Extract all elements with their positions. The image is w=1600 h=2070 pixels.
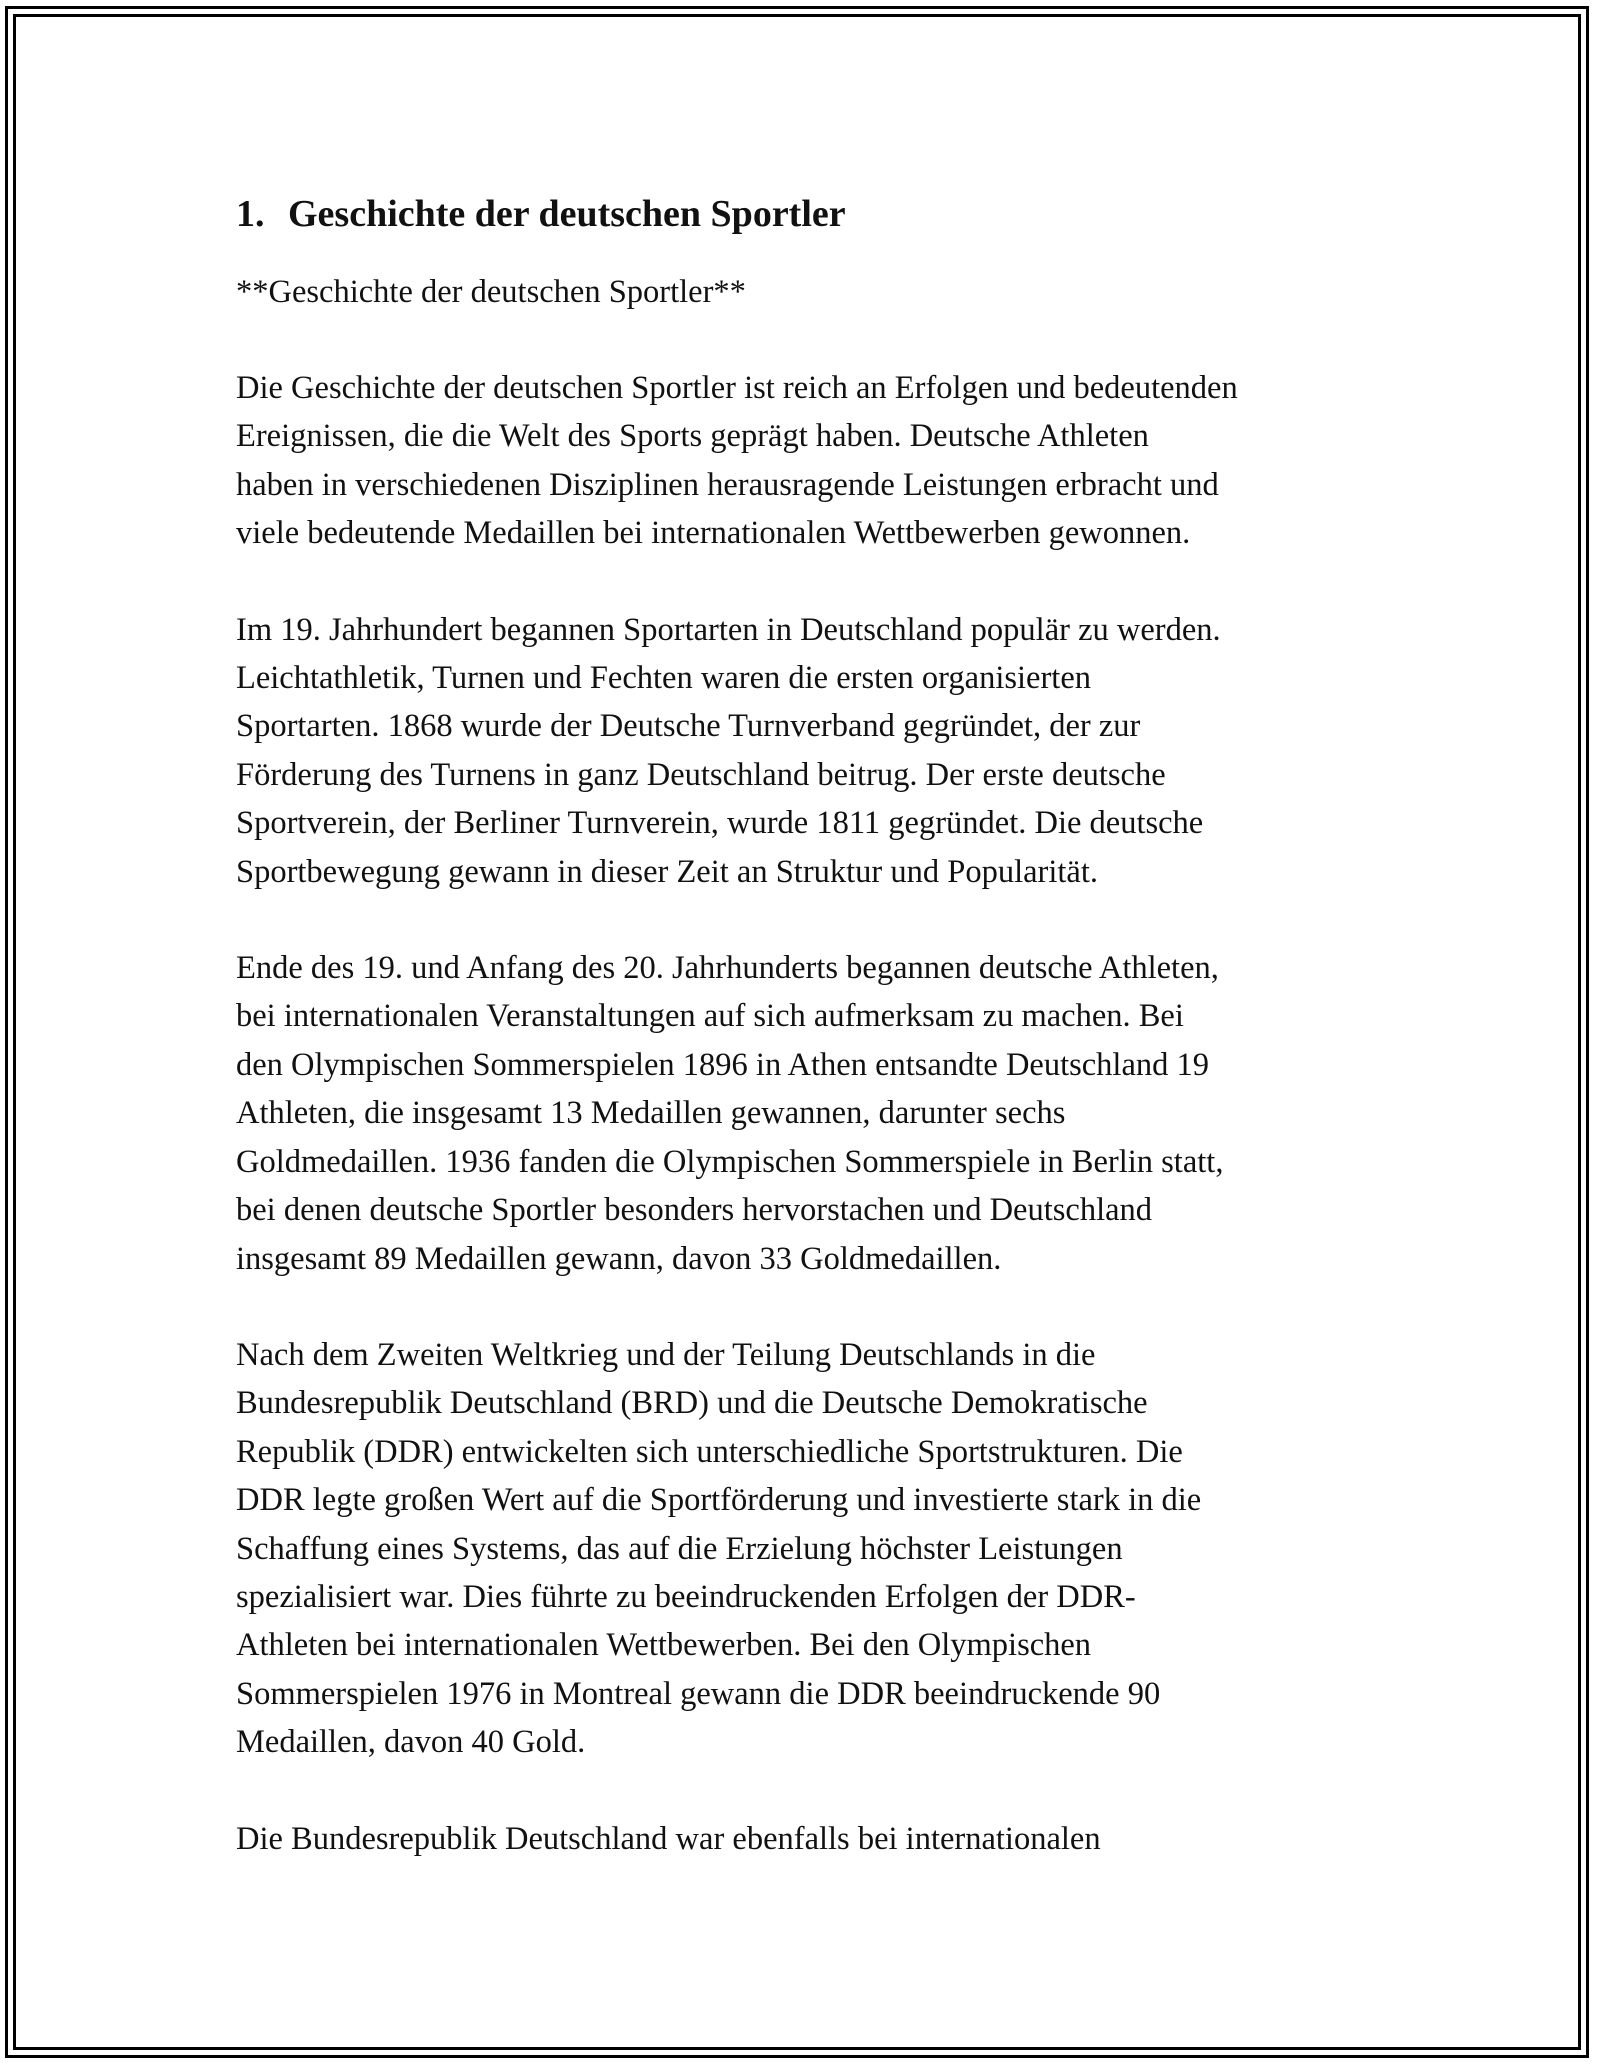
paragraph-line: Die Bundesrepublik Deutschland war ebenfalls bei internationalen xyxy=(236,1820,1101,1857)
paragraph-line: Sportverein, der Berliner Turnverein, wurde 1811 gegründet. Die deutsche xyxy=(236,805,1204,842)
paragraph-line: Die Geschichte der deutschen Sportler ist reich an Erfolgen und bedeutenden xyxy=(236,370,1238,406)
section-number: 1. xyxy=(236,193,265,235)
paragraph-line: Förderung des Turnens in ganz Deutschland beitrug. Der erste deutsche xyxy=(236,756,1166,793)
paragraph-line: Sportarten. 1868 wurde der Deutsche Turnverband gegründet, der zur xyxy=(236,708,1141,745)
paragraph-line: Goldmedaillen. 1936 fanden die Olympischen Sommerspiele in Berlin statt, xyxy=(236,1143,1224,1180)
paragraph xyxy=(236,606,1376,896)
paragraph-line: Sommerspielen 1976 in Montreal gewann die DDR beeindruckende 90 xyxy=(236,1675,1161,1712)
paragraph-list xyxy=(236,364,1376,1863)
paragraph-line: bei internationalen Veranstaltungen auf sich aufmerksam zu machen. Bei xyxy=(236,998,1184,1035)
paragraph-line: Athleten, die insgesamt 13 Medaillen gewannen, darunter sechs xyxy=(236,1095,1066,1132)
paragraph-line: Athleten bei internationalen Wettbewerben. Bei den Olympischen xyxy=(236,1627,1092,1664)
paragraph xyxy=(236,1815,1376,1863)
paragraph-line: haben in verschiedenen Disziplinen herausragende Leistungen erbracht und xyxy=(236,466,1219,503)
document-body xyxy=(236,186,1376,1911)
paragraph-line: den Olympischen Sommerspielen 1896 in Athen entsandte Deutschland 19 xyxy=(236,1046,1210,1083)
paragraph-line: Bundesrepublik Deutschland (BRD) und die Deutsche Demokratische xyxy=(236,1385,1148,1422)
paragraph-line: Nach dem Zweiten Weltkrieg und der Teilung Deutschlands in die xyxy=(236,1336,1096,1373)
paragraph-line: Im 19. Jahrhundert begannen Sportarten in Deutschland populär zu werden. xyxy=(236,611,1221,648)
document-subtitle: **Geschichte der deutschen Sportler** xyxy=(236,274,746,310)
paragraph-line: Ende des 19. und Anfang des 20. Jahrhunderts begannen deutsche Athleten, xyxy=(236,950,1219,987)
paragraph-line: insgesamt 89 Medaillen gewann, davon 33 Goldmedaillen. xyxy=(236,1240,1002,1277)
paragraph-line: bei denen deutsche Sportler besonders hervorstachen und Deutschland xyxy=(236,1192,1153,1229)
paragraph-line: Sportbewegung gewann in dieser Zeit an Struktur und Popularität. xyxy=(236,853,1098,890)
paragraph-line: Leichtathletik, Turnen und Fechten waren die ersten organisierten xyxy=(236,660,1091,697)
section-heading xyxy=(236,186,1376,242)
paragraph-line: Schaffung eines Systems, das auf die Erzielung höchster Leistungen xyxy=(236,1530,1123,1567)
paragraph-line: Republik (DDR) entwickelten sich unterschiedliche Sportstrukturen. Die xyxy=(236,1433,1183,1470)
paragraph-line: spezialisiert war. Dies führte zu beeindruckenden Erfolgen der DDR- xyxy=(236,1578,1136,1615)
paragraph-line: Ereignissen, die die Welt des Sports geprägt haben. Deutsche Athleten xyxy=(236,418,1149,455)
paragraph-line: viele bedeutende Medaillen bei internationalen Wettbewerben gewonnen. xyxy=(236,515,1191,552)
paragraph-line: Medaillen, davon 40 Gold. xyxy=(236,1724,586,1761)
paragraph xyxy=(236,944,1376,1283)
paragraph xyxy=(236,1331,1376,1767)
paragraph xyxy=(236,364,1376,558)
section-title: Geschichte der deutschen Sportler xyxy=(288,193,846,235)
paragraph-line: DDR legte großen Wert auf die Sportförderung und investierte stark in die xyxy=(236,1482,1202,1519)
